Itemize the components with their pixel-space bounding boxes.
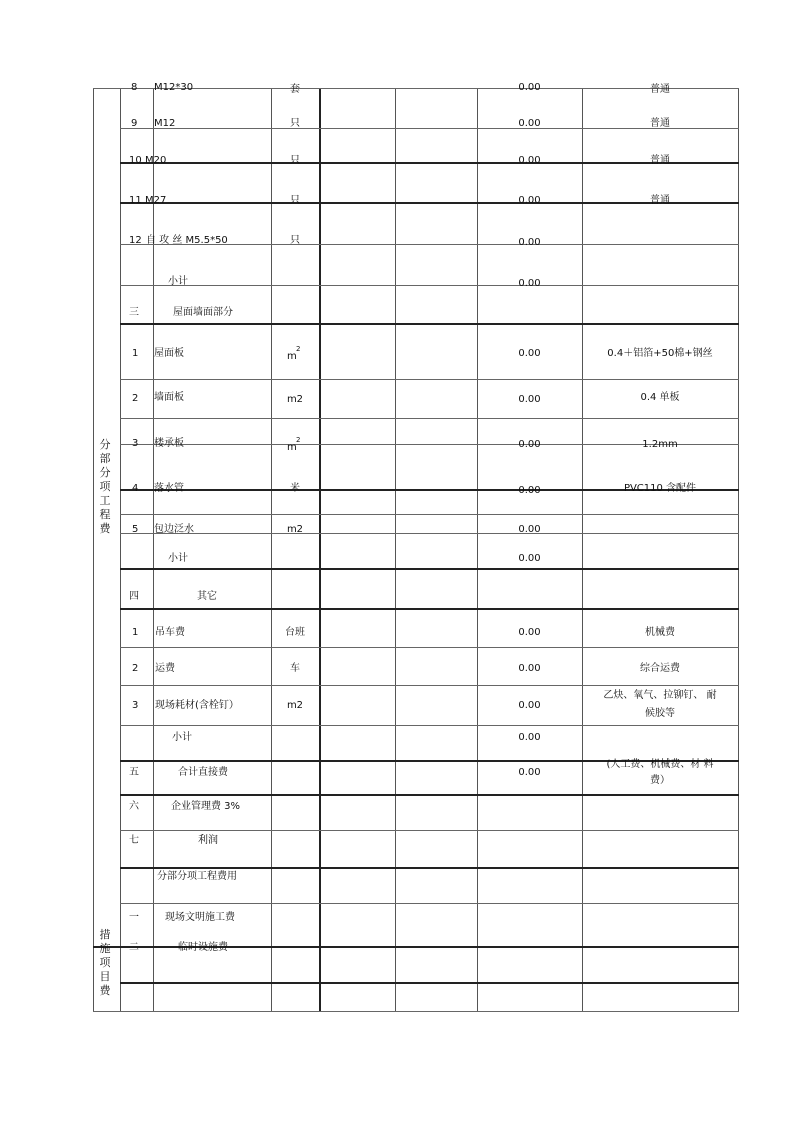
subtotal-label: 小计 <box>168 276 188 287</box>
section-no: 六 <box>129 801 139 812</box>
grid-line <box>120 982 739 984</box>
row-amount: 0.00 <box>518 524 541 535</box>
row-no: 3 <box>132 700 139 711</box>
row-amount: 0.00 <box>518 732 541 743</box>
row-name: M12*30 <box>154 82 194 93</box>
grid-line <box>395 88 396 1012</box>
row-remark: 机械费 <box>645 627 675 638</box>
section-title: 企业管理费 3% <box>171 801 241 812</box>
row-remark: 普通 <box>650 195 670 206</box>
grid-line <box>120 903 739 904</box>
row-unit: m <box>287 442 297 453</box>
row-name: M27 <box>145 195 167 206</box>
section-title: 临时设施费 <box>178 942 228 953</box>
grid-line <box>120 685 739 686</box>
grid-line <box>120 725 739 726</box>
row-no: 5 <box>132 524 139 535</box>
row-name: 屋面板 <box>154 348 184 359</box>
row-name: 楼承板 <box>154 438 184 449</box>
section-title: 合计直接费 <box>178 767 228 778</box>
row-amount: 0.00 <box>518 278 541 289</box>
row-unit: m2 <box>286 524 304 535</box>
row-amount: 0.00 <box>518 82 541 93</box>
row-no: 12 <box>129 235 142 246</box>
row-amount: 0.00 <box>518 439 541 450</box>
row-remark: 普通 <box>650 84 670 95</box>
grid-line <box>120 418 739 419</box>
grid-line <box>120 88 121 1012</box>
row-remark-line: 候胶等 <box>645 708 675 719</box>
grid-line <box>120 568 739 570</box>
row-name: M12 <box>154 118 176 129</box>
section-label-measures-cost: 措施项目费 <box>99 928 111 997</box>
row-amount: 0.00 <box>518 663 541 674</box>
grid-line <box>120 323 739 325</box>
row-no: 10 <box>129 155 142 166</box>
grid-line <box>120 647 739 648</box>
section-label-sub-item-cost: 分部分项工程费 <box>99 438 111 535</box>
row-unit: 只 <box>290 235 300 246</box>
row-amount: 0.00 <box>518 118 541 129</box>
row-remark: 0.4＋铝箔+50棉+钢丝 <box>607 348 713 359</box>
row-no: 2 <box>132 393 139 404</box>
row-amount: 0.00 <box>518 627 541 638</box>
row-remark-line: 费） <box>650 775 670 786</box>
grid-line <box>120 533 739 534</box>
row-name: 现场耗材(含栓钉） <box>155 700 239 711</box>
unit-superscript: 2 <box>296 436 301 444</box>
grid-line <box>93 88 94 1012</box>
row-remark-line: 乙炔、氧气、拉铆钉、 耐 <box>603 690 717 701</box>
row-name: 运费 <box>155 663 175 674</box>
grid-line <box>120 608 739 610</box>
row-name: 落水管 <box>154 483 184 494</box>
section-title: 屋面墙面部分 <box>173 307 233 318</box>
row-name: M20 <box>145 155 167 166</box>
row-remark: 综合运费 <box>640 663 680 674</box>
row-name: 墙面板 <box>154 392 184 403</box>
row-name: 自 攻 丝 M5.5*50 <box>146 235 228 246</box>
grid-line <box>153 88 154 1012</box>
row-no: 8 <box>131 82 138 93</box>
grid-line <box>582 88 583 1012</box>
unit-superscript: 2 <box>296 345 301 353</box>
section-no: 一 <box>129 912 139 923</box>
section-no: 四 <box>129 591 139 602</box>
row-remark: 1.2mm <box>642 439 678 450</box>
subtotal-label: 小计 <box>172 732 192 743</box>
row-amount: 0.00 <box>518 485 541 496</box>
row-amount: 0.00 <box>518 195 541 206</box>
row-name: 吊车费 <box>155 627 185 638</box>
grid-line <box>477 88 478 1012</box>
row-amount: 0.00 <box>518 237 541 248</box>
section-title: 利润 <box>198 835 218 846</box>
grid-line <box>120 794 739 796</box>
row-unit: m2 <box>286 700 304 711</box>
row-unit: 只 <box>290 155 300 166</box>
row-remark: 普通 <box>650 118 670 129</box>
grid-line <box>120 830 739 831</box>
row-unit: 只 <box>290 195 300 206</box>
section-no: 五 <box>129 767 139 778</box>
row-amount: 0.00 <box>518 155 541 166</box>
section-title: 分部分项工程费用 <box>157 871 237 882</box>
row-amount: 0.00 <box>518 767 541 778</box>
grid-line <box>120 379 739 380</box>
row-amount: 0.00 <box>518 553 541 564</box>
row-no: 4 <box>132 483 139 494</box>
grid-line <box>93 1011 739 1012</box>
row-no: 1 <box>132 627 139 638</box>
row-no: 3 <box>132 438 139 449</box>
section-no: 二 <box>129 942 139 953</box>
row-unit: 米 <box>290 483 300 494</box>
section-title: 现场文明施工费 <box>165 912 235 923</box>
row-remark: PVC110 含配件 <box>623 483 697 494</box>
row-amount: 0.00 <box>518 394 541 405</box>
row-no: 9 <box>131 118 138 129</box>
section-title: 其它 <box>197 591 217 602</box>
row-no: 1 <box>132 348 139 359</box>
grid-line <box>120 285 739 286</box>
grid-line <box>319 88 321 1012</box>
grid-line <box>271 88 272 1012</box>
row-unit: m2 <box>286 394 304 405</box>
row-no: 2 <box>132 663 139 674</box>
row-amount: 0.00 <box>518 348 541 359</box>
row-unit: 只 <box>290 118 300 129</box>
row-remark-line: (人工费、机械费、材 料 <box>606 759 714 770</box>
row-unit: 台班 <box>285 627 305 638</box>
row-unit: 车 <box>290 663 300 674</box>
row-amount: 0.00 <box>518 700 541 711</box>
grid-line <box>120 514 739 515</box>
section-no: 三 <box>129 307 139 318</box>
row-no: 11 <box>129 195 142 206</box>
subtotal-label: 小计 <box>168 553 188 564</box>
row-remark: 普通 <box>650 155 670 166</box>
row-name: 包边泛水 <box>154 524 194 535</box>
grid-line <box>738 88 739 1012</box>
row-unit: 套 <box>290 84 300 95</box>
row-remark: 0.4 单板 <box>640 392 680 403</box>
row-unit: m <box>287 351 297 362</box>
grid-line <box>120 867 739 869</box>
section-no: 七 <box>129 835 139 846</box>
